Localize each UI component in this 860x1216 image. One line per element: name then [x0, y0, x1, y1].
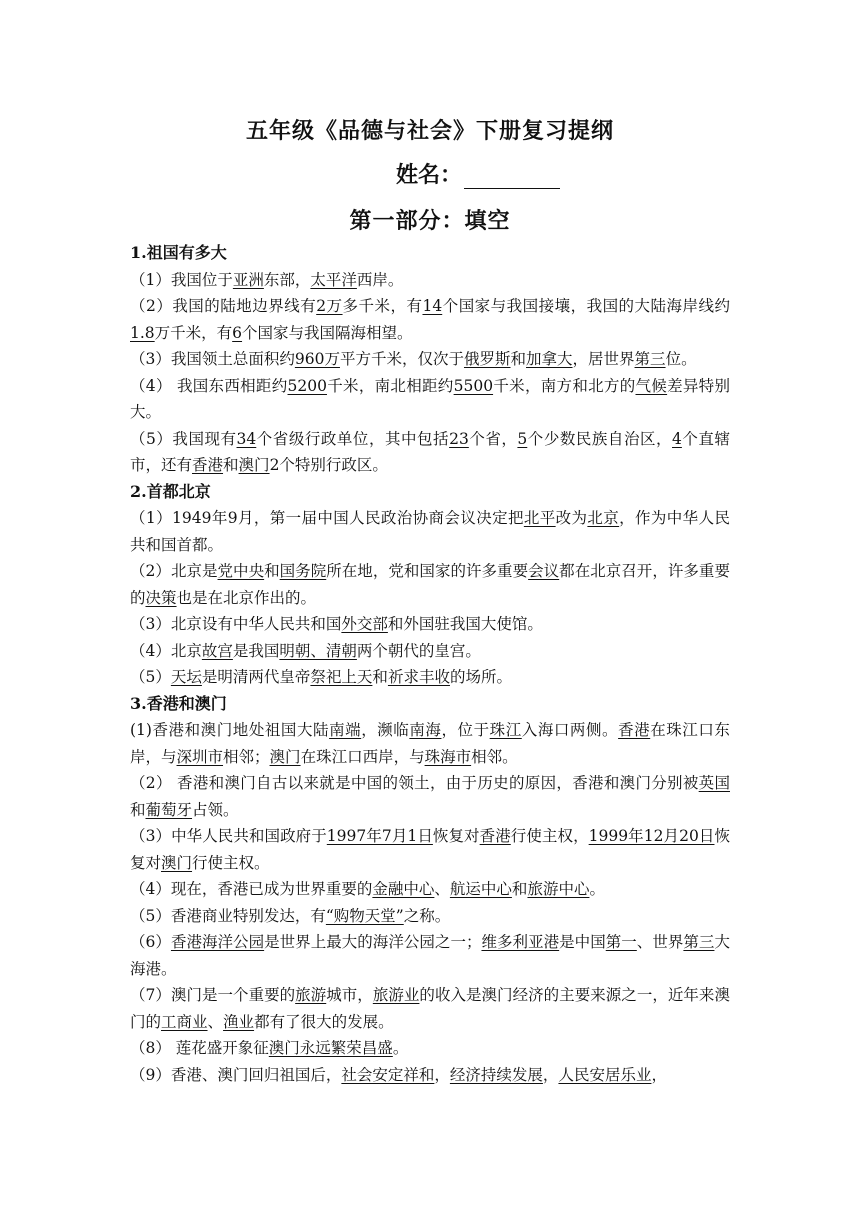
answer-blank: 1.8	[130, 323, 155, 342]
answer-blank: 天坛	[170, 668, 202, 686]
item-text: （1）1949年9月，第一届中国人民政治协商会议决定把	[130, 509, 524, 527]
outline-item	[130, 717, 730, 770]
answer-blank: 1999年12月20日	[588, 827, 715, 845]
outline-item	[130, 426, 730, 479]
answer-blank: 金融中心	[372, 880, 435, 898]
answer-blank: 外交部	[341, 615, 388, 633]
item-text: （4）现在，香港已成为世界重要的	[130, 880, 373, 898]
answer-blank: 4	[672, 429, 682, 448]
item-text: 西岸。	[356, 270, 404, 289]
answer-blank: 香港	[479, 827, 511, 845]
item-text: 都在北京召开，许多重要的	[130, 562, 730, 607]
item-text: 改为	[555, 509, 588, 527]
outline-item	[130, 876, 730, 903]
item-text: 千米，南方和北方的	[493, 376, 636, 395]
outline-item	[130, 346, 730, 373]
item-text: ，居世界	[572, 350, 635, 368]
item-text: 、	[207, 1012, 224, 1031]
outline-item	[130, 373, 730, 426]
item-text: 的收入是澳门经济的主要来源之一，近年来澳门的	[130, 986, 730, 1031]
outline-item	[130, 638, 730, 665]
answer-blank: 5500	[453, 376, 494, 395]
answer-blank: 澳门	[238, 456, 270, 474]
item-text: 都有了很大的发展。	[254, 1012, 394, 1031]
item-text: 、	[434, 880, 450, 898]
answer-blank: 祈求丰收	[387, 668, 450, 686]
item-text: 个少数民族自治区，	[527, 429, 673, 448]
answer-blank: 澳门	[269, 747, 301, 766]
answer-blank: 航运中心	[449, 880, 512, 898]
item-text: 万千米，有	[154, 323, 233, 342]
item-text: 大海港。	[130, 933, 730, 978]
answer-blank: 北平	[523, 509, 556, 527]
item-text: （5）我国现有	[130, 429, 237, 448]
item-text: 恢复对	[130, 827, 730, 872]
item-text: （3）北京设有中华人民共和国	[130, 615, 342, 633]
outline-item	[130, 611, 730, 638]
answer-blank: 祭祀上天	[310, 668, 373, 686]
item-text: 行使主权，	[510, 827, 589, 845]
item-text: ，	[434, 1065, 450, 1084]
item-text: 个直辖市，还有	[130, 429, 730, 474]
item-text: 之称。	[403, 906, 451, 925]
item-text: ，作为中华人民共和国首都。	[130, 509, 730, 554]
item-text: 和	[130, 800, 146, 819]
item-text: 是中国	[559, 933, 606, 951]
answer-blank: 珠海市	[424, 747, 472, 766]
item-text: （7）澳门是一个重要的	[130, 986, 296, 1004]
item-text: （6）	[130, 933, 171, 951]
outline-item	[130, 982, 730, 1035]
item-text: 和	[511, 880, 528, 898]
item-text: （1）我国位于	[130, 270, 233, 289]
answer-blank: 深圳市	[176, 747, 224, 766]
answer-blank: 会议	[528, 562, 560, 580]
answer-blank: 第一	[605, 933, 637, 951]
outline-item	[130, 293, 730, 346]
item-text: 个省级行政单位，其中包括	[256, 429, 450, 448]
item-text: ，位于	[441, 721, 490, 739]
item-text: （2）北京是	[130, 562, 218, 580]
item-text: （4）北京	[130, 641, 202, 660]
outline-item	[130, 1062, 730, 1089]
item-text: 位。	[665, 350, 697, 368]
item-text: 。	[589, 880, 605, 898]
section-heading: 1.祖国有多大	[130, 243, 227, 262]
outline-item	[130, 558, 730, 611]
item-text: 恢复对	[432, 827, 480, 845]
answer-blank: 决策	[145, 588, 177, 607]
item-text: 是我国	[232, 641, 280, 660]
item-text: 、世界	[636, 933, 684, 951]
item-text: 入海口两侧。	[521, 721, 619, 739]
name-field	[396, 158, 560, 189]
item-text: （9）香港、澳门回归祖国后，	[130, 1065, 342, 1084]
item-text: ，	[651, 1065, 667, 1084]
answer-blank: 旅游	[295, 986, 327, 1004]
name-blank-line[interactable]	[464, 166, 560, 189]
outline-item	[130, 505, 730, 558]
answer-blank: 香港	[618, 721, 651, 739]
section-heading: 3.香港和澳门	[130, 693, 227, 713]
item-text: 和	[510, 350, 527, 368]
item-text: 和	[264, 562, 280, 580]
item-text: 2个特别行政区。	[269, 456, 388, 474]
outline-item	[130, 770, 730, 823]
answer-blank: 34	[236, 429, 257, 448]
outline-item	[130, 664, 730, 691]
answer-blank: 太平洋	[310, 270, 357, 289]
answer-blank: 英国	[698, 774, 730, 792]
part-title: 第一部分：填空	[349, 208, 511, 234]
item-text: 差异特别大。	[130, 376, 730, 421]
answer-blank: 1997年7月1日	[326, 827, 433, 845]
answer-blank: 故宫	[201, 641, 233, 660]
item-text: 在珠江口西岸，与	[300, 747, 425, 766]
answer-blank: 维多利亚港	[481, 933, 560, 951]
outline-item	[130, 823, 730, 876]
item-text: 是世界上最大的海洋公园之一；	[264, 933, 482, 951]
answer-blank: 珠江	[489, 721, 522, 739]
answer-blank: 旅游中心	[527, 880, 590, 898]
item-text: 多千米，有	[342, 297, 423, 315]
item-text: 和外国驻我国大使馆。	[387, 615, 543, 633]
document-title: 五年级《品德与社会》下册复习提纲	[245, 118, 614, 144]
item-text: 是明清两代皇帝	[201, 668, 311, 686]
answer-blank: 社会安定祥和	[341, 1065, 435, 1084]
item-text: (1)香港和澳门地处祖国大陆	[130, 721, 330, 739]
item-text: 相邻。	[471, 747, 518, 766]
answer-blank: 国务院	[279, 562, 327, 580]
answer-blank: 经济持续发展	[449, 1065, 543, 1084]
item-text: 相邻；	[223, 747, 270, 766]
answer-blank: 南海	[409, 721, 442, 739]
answer-blank: 5200	[287, 376, 327, 395]
outline-item	[130, 1035, 730, 1062]
answer-blank: 工商业	[161, 1012, 208, 1031]
answer-blank: 旅游业	[372, 986, 420, 1004]
item-text: ，濒临	[361, 721, 410, 739]
answer-blank: 俄罗斯	[463, 350, 511, 368]
item-text: 平方千米，仅次于	[339, 350, 464, 368]
item-text: 。	[392, 1039, 409, 1057]
item-text: 行使主权。	[192, 853, 270, 872]
item-text: ，	[542, 1065, 559, 1084]
answer-blank: 北京	[587, 509, 620, 527]
item-text: 也是在北京作出的。	[176, 588, 317, 607]
item-text: 所在地，党和国家的许多重要	[326, 562, 529, 580]
item-text: 个国家与我国隔海相望。	[242, 323, 413, 342]
answer-blank: 亚洲	[232, 270, 264, 289]
outline-content	[130, 240, 730, 1088]
answer-blank: 960万	[294, 350, 340, 368]
answer-blank: 渔业	[223, 1012, 255, 1031]
answer-blank: 香港	[192, 456, 224, 474]
answer-blank: 气候	[635, 376, 668, 395]
item-text: 千米，南北相距约	[326, 376, 454, 395]
answer-blank: 6	[232, 323, 243, 342]
item-text: （3）中华人民共和国政府于	[130, 827, 327, 845]
answer-blank: 14	[422, 297, 443, 315]
item-text: 城市，	[326, 986, 373, 1004]
answer-blank: 加拿大	[526, 350, 573, 368]
answer-blank: 南端	[329, 721, 362, 739]
item-text: 个国家与我国接壤，我国的大陆海岸线约	[442, 297, 730, 315]
answer-blank: 第三	[683, 933, 715, 951]
item-text: 占领。	[192, 800, 239, 819]
item-text: （5）香港商业特别发达，有	[130, 906, 326, 925]
item-text: （3）我国领土总面积约	[130, 350, 295, 368]
section-heading: 2.首都北京	[130, 481, 211, 501]
item-text: 和	[372, 668, 388, 686]
answer-blank: 23	[449, 429, 469, 448]
item-text: 个省，	[468, 429, 518, 448]
answer-blank: 人民安居乐业	[558, 1065, 652, 1084]
answer-blank: “购物天堂”	[325, 906, 404, 925]
answer-blank: 5	[517, 429, 528, 448]
item-text: （2） 香港和澳门自古以来就是中国的领土，由于历史的原因，香港和澳门分别被	[130, 774, 699, 792]
name-label: 姓名：	[396, 162, 463, 188]
answer-blank: 香港海洋公园	[170, 933, 265, 951]
outline-item	[130, 267, 730, 294]
item-text: （8） 莲花盛开象征	[130, 1039, 269, 1057]
answer-blank: 澳门	[161, 853, 193, 872]
answer-blank: 党中央	[217, 562, 265, 580]
answer-blank: 明朝、清朝	[279, 641, 357, 660]
answer-blank: 葡萄牙	[145, 800, 193, 819]
item-text: （4） 我国东西相距约	[130, 376, 288, 395]
item-text: （2）我国的陆地边界线有	[130, 297, 317, 315]
outline-item	[130, 903, 730, 930]
item-text: 的场所。	[449, 668, 512, 686]
answer-blank: 澳门永远繁荣昌盛	[268, 1039, 393, 1057]
answer-blank: 2万	[316, 297, 343, 315]
item-text: 东部，	[263, 270, 311, 289]
item-text: 两个朝代的皇宫。	[356, 641, 481, 660]
item-text: （5）	[130, 668, 171, 686]
item-text: 和	[223, 456, 239, 474]
answer-blank: 第三	[634, 350, 666, 368]
outline-item	[130, 929, 730, 982]
item-text: 在珠江口东岸，与	[130, 721, 730, 766]
